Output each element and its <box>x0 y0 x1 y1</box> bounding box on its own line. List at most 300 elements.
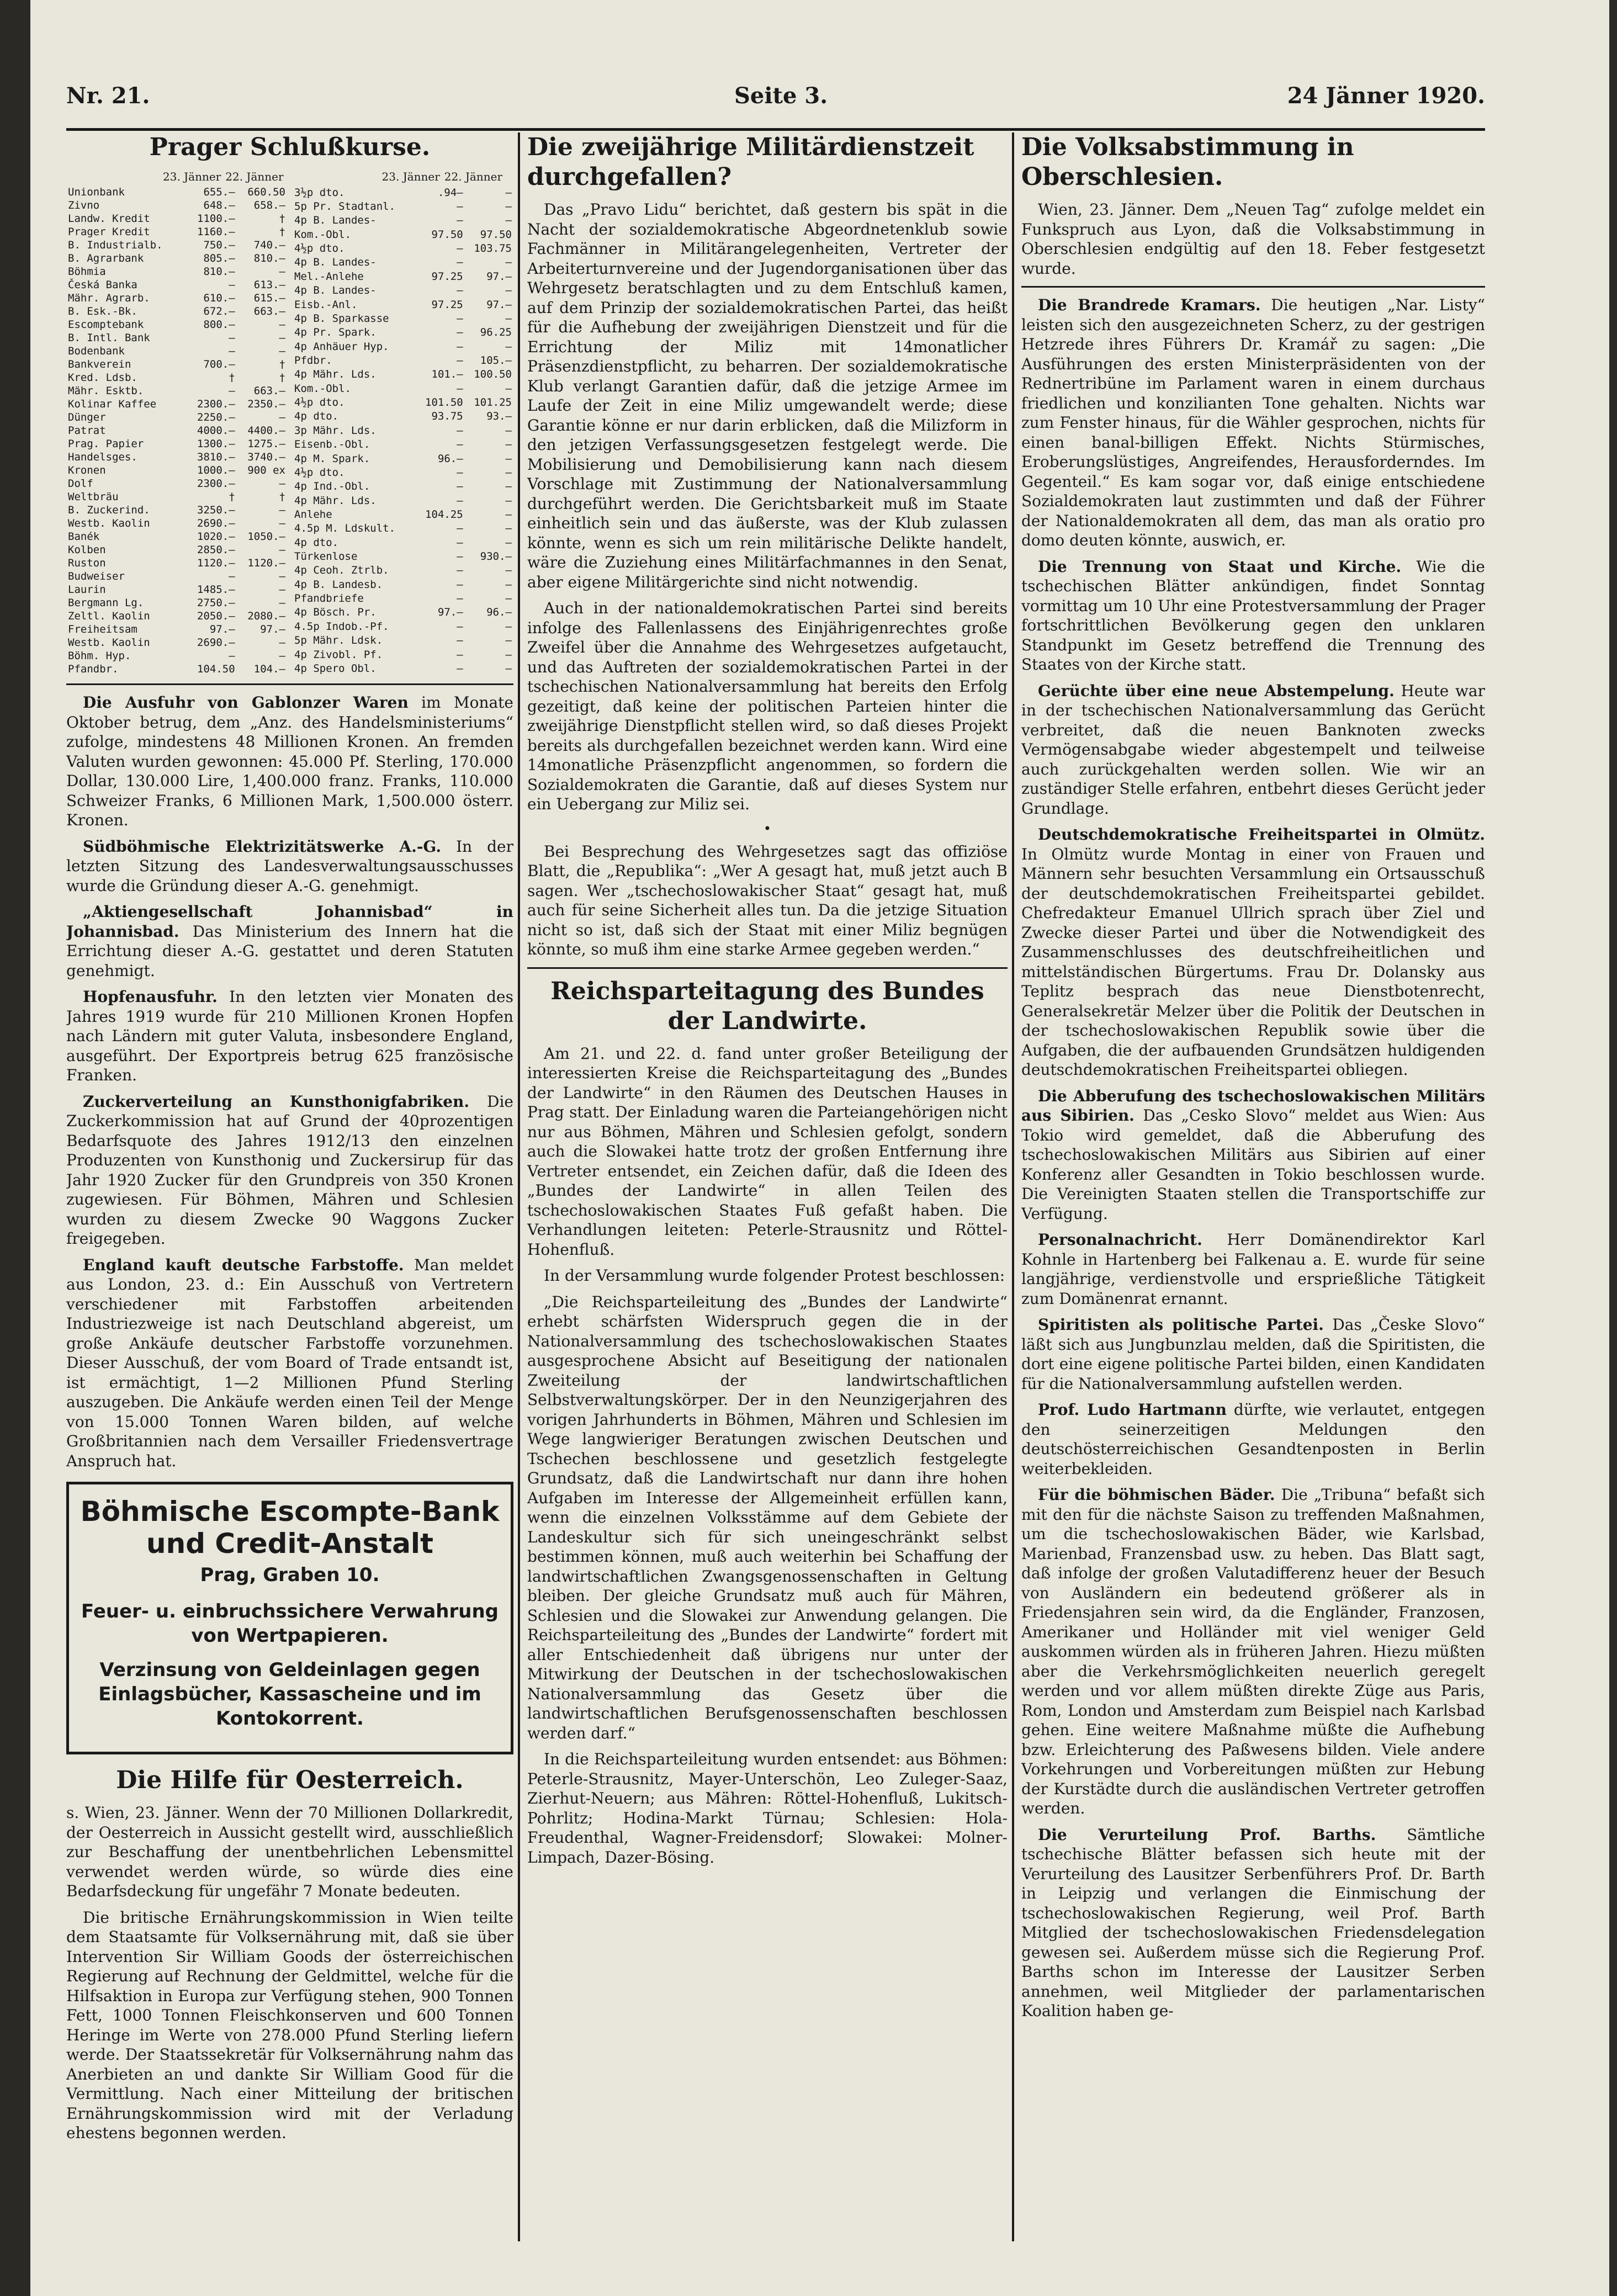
stock-row <box>66 503 287 517</box>
article-paragraph: Auch in der nationaldemokratischen Partei sind bereits infolge des Fallenlassens des Einjährigenrechtes große Zweifel über die Annahme des Wehrgesetzes aufgetaucht, und das Auftreten der sozialdemokratischen Partei in der tschechischen Nationalversammlung hat bereits den Erfolg gezeitigt, daß keine der politischen Parteien hinter die zweijährige Dienstpflicht stellen wird, so daß dieses Projekt bereits als durchgefallen bezeichnet werden kann. Wird eine 14monatliche Präsenzpflicht angenommen, so fordern die Sozialdemokraten die Garantie, daß auf dieses System nur ein Uebergang zur Miliz sei. <box>527 599 1008 813</box>
column-rule-1 <box>518 132 520 2241</box>
stock-name: 4p B. Landes- <box>294 256 377 269</box>
stock-row <box>66 662 287 676</box>
news-note <box>66 987 513 1085</box>
stock-quote: — <box>505 340 512 353</box>
stock-row <box>293 353 513 367</box>
stock-quote: 1020.— <box>197 531 235 543</box>
stock-name: 3p Mähr. Lds. <box>294 424 377 437</box>
stock-row <box>66 318 287 331</box>
stock-quote: — <box>505 312 512 325</box>
stock-quote: 1120.— <box>197 557 235 569</box>
stock-name: 4p Spero Obl. <box>294 662 377 675</box>
stock-name: B. Agrarbank <box>68 252 144 264</box>
article-title-military: Die zweijährige Militärdienstzeit durchgefallen? <box>527 133 974 191</box>
stock-row <box>66 556 287 570</box>
stock-quote: 97.— <box>209 623 235 635</box>
article-title-austria: Die Hilfe für Oesterreich. <box>116 1766 464 1794</box>
stocks-table-right <box>293 185 513 676</box>
stock-quote: — <box>457 578 463 591</box>
stock-quote: 100.50 <box>474 368 512 381</box>
note-text: Wie die tschechischen Blätter ankündigen, findet Sonntag vormittag um 10 Uhr eine Protestversammlung der Prager fortschrittlichen Bevölkerung gegen den unklaren Standpunkt im Gesetz betreffend die Trennung des Staates von der Kirche statt. <box>1021 557 1485 674</box>
stock-row <box>293 298 513 311</box>
stock-name: Kolinar Kaffee <box>68 398 157 410</box>
stock-quote: — <box>457 592 463 605</box>
stock-row <box>66 384 287 397</box>
note-text: Das „Česke Slovo“ läßt sich aus Jungbunzlau melden, daß die Spiritisten, die dort eine eigene politische Partei bilden, einen Kandidaten für die Nationalversammlung aufstellen werden. <box>1021 1316 1485 1393</box>
article-title-farmers: Reichsparteitagung des Bundes der Landwirte. <box>550 977 984 1035</box>
stock-row <box>66 623 287 636</box>
stock-name: Türkenlose <box>294 550 358 563</box>
news-note <box>1021 1315 1485 1393</box>
stock-quote: 2050.— <box>197 610 235 622</box>
stock-name: Böhm. Hyp. <box>68 650 131 662</box>
stock-quote: 810.— <box>253 252 285 264</box>
news-note <box>1021 1400 1485 1478</box>
stock-quote: — <box>505 466 512 479</box>
stock-row <box>293 326 513 340</box>
stock-name: 4p Zivobl. Pf. <box>294 648 383 661</box>
stock-row <box>293 452 513 465</box>
article-paragraph: In die Reichsparteileitung wurden entsendet: aus Böhmen: Peterle-Strausnitz, Mayer-Unterschön, Leo Zuleger-Saaz, Zierhut-Neuern; aus Mähren: Röttel-Hohenfluß, Lukitsch-Pohrlitz; Hodina-Markt Türnau; Schlesien: Hola-Freudenthal, Wagner-Freidensdorf; Slowakei: Molner-Limpach, Dazer-Bösing. <box>527 1750 1008 1867</box>
stock-name: 4p Anhäuer Hyp. <box>294 340 389 353</box>
stock-quote: — <box>505 522 512 535</box>
stock-quote: 97.25 <box>431 270 463 283</box>
stock-quote: 104.25 <box>425 508 463 521</box>
stock-quote: — <box>457 200 463 213</box>
stock-row <box>293 507 513 521</box>
separator <box>1021 286 1485 288</box>
stocks-col-head: 22. Jänner <box>225 170 284 183</box>
note-lead: Die Abberufung des tschechoslowakischen Militärs aus Sibirien. <box>1021 1086 1485 1125</box>
stocks-table <box>66 185 513 676</box>
stock-quote: — <box>457 340 463 353</box>
article-paragraph: Am 21. und 22. d. fand unter großer Beteiligung der interessierten Kreise die Reichsparteitagung des „Bundes der Landwirte“ in den Räumen des Deutschen Hauses in Prag statt. Der Einladung waren die Parteiangehörigen nicht nur aus Böhmen, Mähren und Schlesien gefolgt, sondern auch die Slowakei hatte trotz der großen Entfernung ihre Vertreter entsendet, ein Zeichen dafür, daß die Ideen des „Bundes der Landwirte“ in allen Teilen des tschechoslowakischen Staates Fuß gefaßt haben. Die Verhandlungen leiteten: Peterle-Strausnitz und Röttel-Hohenfluß. <box>527 1044 1008 1259</box>
stock-quote: † <box>279 358 285 370</box>
note-text: Die „Tribuna“ befaßt sich mit den für die nächste Saison zu treffenden Maßnahmen, um die tschechoslowakischen Bäder, wie Karlsbad, Marienbad, Franzensbad usw. zu heben. Das Blatt sagt, daß infolge der großen Valutadifferenz heuer der Besuch von Ausländern ein bedeutend größerer als in Friedensjahren sein wird, da die Engländer, Franzosen, Amerikaner und Holländer mit viel weniger Geld auskommen würden als in früheren Jahren. Hiezu müßten aber die Verkehrsmöglichkeiten neuerlich geregelt werden und vor allem müßten direkte Züge aus Paris, Rom, London und Amsterdam zum Beispiel nach Karlsbad gehen. Eine weitere Maßnahme müßte die Aufhebung bzw. Erleichterung des Paßwesens bilden. Viele andere Vorkehrungen und Vorbereitungen müßten zur Hebung der Kurstädte durch die ausländischen Vertreter getroffen werden. <box>1021 1486 1485 1817</box>
stock-quote: — <box>457 564 463 577</box>
stock-quote: 101.— <box>431 368 463 381</box>
note-text: im Monate Oktober betrug, dem „Anz. des Handelsministeriums“ zufolge, mindestens 48 Millionen Kronen. An fremden Valuten wurden gewonnen: 45.000 Pf. Sterling, 170.000 Dollar, 130.000 Lire, 1,400.000 franz. Franks, 110.000 Schweizer Franks, 6 Millionen Mark, 1,500.000 österr. Kronen. <box>66 693 513 829</box>
news-note <box>1021 1230 1485 1308</box>
issue-number: Nr. 21. <box>66 83 150 109</box>
stock-name: 4p B. Landesb. <box>294 578 383 591</box>
stock-name: 4½p dto. <box>294 396 345 409</box>
stock-name: Handelsges. <box>68 451 137 463</box>
stock-name: 5p Pr. Stadtanl. <box>294 200 396 213</box>
stock-row <box>66 477 287 490</box>
stock-quote: — <box>505 284 512 297</box>
stock-row <box>293 381 513 395</box>
stock-quote: — <box>505 480 512 493</box>
stock-quote: 800.— <box>203 319 235 331</box>
stock-quote: — <box>505 200 512 213</box>
note-text: In den letzten vier Monaten des Jahres 1919 wurde für 210 Millionen Kronen Hopfen nach Ländern mit guter Valuta, insbesondere England, ausgeführt. Der Exportpreis betrug 625 französische Franken. <box>66 988 513 1084</box>
ad-service-1: Feuer- u. einbruchssichere Verwahrung von Wertpapieren. <box>81 1600 499 1647</box>
stock-row <box>293 564 513 577</box>
note-text: Die Zuckerkommission hat auf Grund der 40prozentigen Bedarfsquote des Jahres 1912/13 den einzelnen Produzenten von Kunsthonig und Zuckersirup für das Jahr 1920 Zucker für den Grundpreis von 350 Kronen zugewiesen. Für Böhmen, Mähren und Schlesien wurden zu diesem Zwecke 90 Waggons Zucker freigegeben. <box>66 1092 513 1248</box>
stock-quote: — <box>505 494 512 507</box>
stock-quote: — <box>505 536 512 549</box>
stock-row <box>293 577 513 591</box>
stock-name: Pfandbriefe <box>294 592 364 605</box>
article-paragraph: Die britische Ernährungskommission in Wien teilte dem Staatsamte für Volksernährung mit, daß sie über Intervention Sir William Goods der österreichischen Regierung auf Rechnung der Geldmittel, welche für die Hilfsaktion in Europa zur Verfügung stehen, 900 Tonnen Fett, 1000 Tonnen Fleischkonserven und 600 Tonnen Heringe im Werte von 278.000 Pfund Sterling liefern werde. Der Staatssekretär für Volksernährung nahm das Anerbieten an und dankte Sir William Good für die Vermittlung. Nach einer Mitteilung der britischen Ernährungskommission wird mit der Verladung ehestens begonnen werden. <box>66 1908 513 2142</box>
stock-quote: 104.— <box>253 663 285 675</box>
stock-quote: 3250.— <box>197 504 235 516</box>
stock-quote: 663.— <box>253 385 285 397</box>
ad-bank-name-1: Böhmische Escompte-Bank <box>80 1496 500 1528</box>
stock-quote: — <box>505 424 512 437</box>
stock-row <box>293 549 513 563</box>
note-lead: England kauft deutsche Farbstoffe. <box>83 1255 404 1274</box>
stock-quote: — <box>505 438 512 451</box>
stock-quote: — <box>505 452 512 465</box>
stock-quote: — <box>279 597 285 609</box>
note-text: In der letzten Sitzung des Landesverwaltungsausschusses wurde die Gründung dieser A.-G. genehmigt. <box>66 837 513 895</box>
stock-quote: .94— <box>437 186 463 199</box>
stock-name: Zeltl. Kaolin <box>68 610 150 622</box>
stock-quote: 1050.— <box>247 531 285 543</box>
header-rule <box>66 128 1485 131</box>
stock-name: Anlehe <box>294 508 332 521</box>
stock-quote: — <box>505 620 512 633</box>
stock-name: Mel.-Anlehe <box>294 270 364 283</box>
stock-name: Weltbräu <box>68 491 119 503</box>
stock-quote: — <box>505 564 512 577</box>
note-text: Herr Domänendirektor Karl Kohnle in Hartenberg bei Falkenau a. E. wurde für seine langjährige, verdienstvolle und ersprießliche Tätigkeit zum Domänenrat ernannt. <box>1021 1231 1485 1308</box>
stock-row <box>293 284 513 298</box>
article-paragraph: Wien, 23. Jänner. Dem „Neuen Tag“ zufolge meldet ein Funkspruch aus Lyon, daß die Volksabstimmung in Oberschlesien endgültig auf den 18. Feber festgesetzt wurde. <box>1021 200 1485 278</box>
stock-quote: 2750.— <box>197 597 235 609</box>
stocks-col-head: 23. Jänner <box>163 170 221 183</box>
stock-quote: — <box>457 648 463 661</box>
note-lead: Gerüchte über eine neue Abstempelung. <box>1038 681 1395 700</box>
stock-quote: — <box>279 345 285 357</box>
stock-row <box>293 522 513 535</box>
stock-name: 4p Mähr. Lds. <box>294 368 377 381</box>
news-note <box>1021 1485 1485 1818</box>
stock-quote: — <box>229 279 235 291</box>
stock-name: Böhmia <box>68 266 106 278</box>
news-note <box>66 693 513 830</box>
stock-row <box>66 609 287 623</box>
stock-quote: 4000.— <box>197 425 235 437</box>
stock-row <box>66 649 287 662</box>
stock-row <box>293 340 513 353</box>
stock-quote: 805.— <box>203 252 235 264</box>
stock-quote: — <box>457 494 463 507</box>
stock-quote: † <box>279 226 285 238</box>
stock-quote: 1000.— <box>197 464 235 476</box>
stock-name: Zivno <box>68 199 100 211</box>
stock-name: Bodenbank <box>68 345 125 357</box>
stock-name: Dünger <box>68 411 106 423</box>
stock-quote: — <box>457 550 463 563</box>
stock-quote: 740.— <box>253 239 285 251</box>
stock-name: Kronen <box>68 464 106 476</box>
news-note <box>1021 1086 1485 1224</box>
stock-quote: 97.— <box>486 270 512 283</box>
stock-row <box>293 269 513 283</box>
article-paragraph: „Die Reichsparteileitung des „Bundes der Landwirte“ erhebt schärfsten Widerspruch gegen die in der Nationalversammlung des tschechoslowakischen Staates ausgesprochene Absicht auf Beseitigung der nationalen Zweiteilung der landwirtschaftlichen Selbstverwaltungskörper. Der in den Neunzigerjahren des vorigen Jahrhunderts in Böhmen, Mähren und Schlesien im Wege langwieriger Beratungen zwischen Deutschen und Tschechen beschlossene und gesetzlich festgelegte Grundsatz, daß die Landwirtschaft nur dann ihre hohen Aufgaben im Interesse der Allgemeinheit erfüllen kann, wenn die einzelnen Volksstämme auf dem Gebiete der Landeskultur sich für sich uneingeschränkt selbst bestimmen können, muß auch weiterhin bei Schaffung der landwirtschaftlichen Zwangsgenossenschaften in Geltung bleiben. Der gleiche Grundsatz muß auch für Mähren, Schlesien und die Slowakei zur Anwendung gelangen. Die Reichsparteileitung des „Bundes der Landwirte“ fordert mit aller Entschiedenheit daß übrigens nur unter der Mitwirkung der Deutschen in der tschechoslowakischen Nationalversammlung das Gesetz über die landwirtschaftlichen Berufsgenossenschaften beschlossen werden darf.“ <box>527 1292 1008 1742</box>
stock-name: Eisb.-Anl. <box>294 298 358 311</box>
stock-quote: — <box>457 634 463 647</box>
stock-quote: 610.— <box>203 292 235 304</box>
stock-quote: † <box>229 372 235 384</box>
stock-quote: — <box>229 385 235 397</box>
stock-name: Laurin <box>68 584 106 596</box>
stock-quote: — <box>279 570 285 582</box>
stock-quote: — <box>279 637 285 649</box>
stock-name: B. Intl. Bank <box>68 332 150 344</box>
news-note <box>1021 825 1485 1080</box>
stock-quote: — <box>279 266 285 278</box>
divider-dot: • <box>763 820 772 836</box>
stock-quote: — <box>229 345 235 357</box>
stock-name: Prager Kredit <box>68 226 150 238</box>
stock-quote: — <box>457 480 463 493</box>
stock-name: Kolben <box>68 544 106 556</box>
stock-row <box>293 185 513 199</box>
stock-row <box>66 636 287 649</box>
stock-quote: — <box>505 662 512 675</box>
note-text: Die heutigen „Nar. Listy“ leisten sich den ausgezeichneten Scherz, zu der gestrigen Hetzrede ihres Führers Dr. Kramář zu sagen: „Die Ausführungen des ersten Ministerpräsidenten von der Rednertribüne im Parlament waren in einem durchaus friedlichen und konzilianten Tone gehalten. Nichts war zum Fenster hinaus, für die Wähler gesprochen, nichts für einen banal-billigen Effekt. Nichts Stürmisches, Eroberungslüstiges, Angreifendes, Herausforderndes. Im Gegenteil.“ Es kam sogar vor, daß einige entschiedene Sozialdemokraten laut zustimmten und daß der Führer der Nationaldemokraten all dem, das man als oratio pro domo deuten könnte, auswich, er. <box>1021 296 1485 549</box>
stock-quote: 93.75 <box>431 410 463 423</box>
stock-quote: 96.25 <box>480 326 512 339</box>
stock-quote: 96.— <box>486 606 512 619</box>
stock-row <box>66 371 287 384</box>
stock-quote: 93.— <box>486 410 512 423</box>
note-lead: Prof. Ludo Hartmann <box>1038 1401 1227 1419</box>
scan-edge-right <box>1609 0 1617 2296</box>
stock-name: Westb. Kaolin <box>68 637 150 649</box>
page-header <box>66 77 1485 121</box>
stock-quote: — <box>457 326 463 339</box>
stock-quote: — <box>279 478 285 490</box>
stock-quote: — <box>505 578 512 591</box>
stock-quote: 4400.— <box>247 425 285 437</box>
stock-row <box>66 530 287 543</box>
stock-name: 5p Mähr. Ldsk. <box>294 634 383 647</box>
stock-quote: — <box>505 592 512 605</box>
stock-quote: † <box>229 491 235 503</box>
stock-quote: 648.— <box>203 199 235 211</box>
news-notes <box>1021 295 1485 2021</box>
stock-quote: — <box>505 634 512 647</box>
stock-name: 4p Bösch. Pr. <box>294 606 377 619</box>
note-lead: Die Verurteilung Prof. Barths. <box>1038 1825 1376 1844</box>
stock-name: 4p B. Landes- <box>294 214 377 227</box>
note-lead: Zuckerverteilung an Kunsthonigfabriken. <box>83 1092 470 1111</box>
note-text: Sämtliche tschechische Blätter befassen sich heute mit der Verurteilung des Lausitzer Serbenführers Prof. Dr. Barth in Leipzig und verlangen die Einmischung der tschechoslowakischen Regierung, weil Prof. Barth Mitglied der tschechoslowakischen Friedensdelegation gewesen sei. Außerdem müsse sich die Regierung Prof. Barths schon im Interesse der Lausitzer Serben annehmen, weil Mitglieder der parlamentarischen Koalition haben ge- <box>1021 1825 1485 2020</box>
note-text: Man meldet aus London, 23. d.: Ein Ausschuß von Vertretern verschiedener mit Farbstoffen arbeitenden Industriezweige ist nach Deutschland abgereist, um große Ankäufe deutscher Farbstoffe vorzunehmen. Dieser Ausschuß, der vom Board of Trade entsandt ist, ist ermächtigt, 1—2 Millionen Pfund Sterling auszugeben. Die Ankäufe werden einen Teil der Menge von 15.000 Tonnen Waren bilden, auf welche Großbritannien nach dem Versailler Friedensvertrage Anspruch hat. <box>66 1255 513 1470</box>
stock-row <box>293 410 513 423</box>
stock-quote: 672.— <box>203 305 235 317</box>
stock-quote: — <box>457 382 463 395</box>
stock-quote: — <box>229 650 235 662</box>
stock-quote: 97.— <box>260 623 285 635</box>
note-lead: Hopfenausfuhr. <box>83 988 218 1006</box>
stock-row <box>293 465 513 479</box>
stock-row <box>66 596 287 609</box>
stock-name: Banék <box>68 531 100 543</box>
stock-quote: 1100.— <box>197 213 235 225</box>
column-right <box>1021 132 1485 2241</box>
stock-row <box>66 225 287 238</box>
scan-edge-left <box>0 0 30 2296</box>
column-left <box>66 132 513 2241</box>
stock-name: Pfdbr. <box>294 354 332 367</box>
stock-name: 4½p dto. <box>294 242 345 255</box>
news-note <box>1021 557 1485 675</box>
stock-quote: 101.50 <box>425 396 463 409</box>
stock-quote: 750.— <box>203 239 235 251</box>
stock-row <box>66 583 287 596</box>
stock-row <box>293 591 513 605</box>
article-paragraph: In der Versammlung wurde folgender Protest beschlossen: <box>544 1266 1005 1285</box>
stock-row <box>66 490 287 503</box>
stock-quote: 97.— <box>437 606 463 619</box>
note-lead: Deutschdemokratische Freiheitspartei in Olmütz. <box>1038 825 1485 844</box>
stock-row <box>66 291 287 305</box>
stock-quote: 930.— <box>480 550 512 563</box>
stock-quote: — <box>505 648 512 661</box>
stock-quote: — <box>279 584 285 596</box>
note-lead: Südböhmische Elektrizitätswerke A.-G. <box>83 837 442 856</box>
stocks-column-heads <box>66 170 513 183</box>
article-paragraph: Das „Pravo Lidu“ berichtet, daß gestern bis spät in die Nacht der sozialdemokratische Abgeordnetenklub sowie Fachmänner in Militärangelegenheiten, Vertreter der Arbeiterturnvereine und der Jugendorganisationen über das Wehrgesetz beratschlagten und zu dem Entschluß kamen, auf dem Prinzip der sozialdemokratischen Partei, das heißt für die Aufhebung der zweijährigen Dienstzeit und für die Errichtung der Miliz mit 14monatlicher Präsenzdienstpflicht, zu beharren. Der sozialdemokratische Klub verlangt Garantien dafür, daß die jetzige Armee im Laufe der Zeit in eine Miliz umgewandelt werde; diese Garantie könne er nur darin erblicken, daß die Milizform in den jetzigen Verfassungsgesetzen festgelegt werde. Die Mobilisierung und Demobilisierung kann nach diesem Vorschlage mit Zustimmung der Nationalversammlung durchgeführt werden. Die Gerichtsbarkeit muß im Staate einheitlich sein und das äußerste, was der Klub zulassen könnte, wenn es sich um rein militärische Delikte handelt, wäre die Zuziehung eines Militärfachmannes in den Senat, aber eigene Militärgerichte sind nicht notwendig. <box>527 200 1008 591</box>
stock-name: 3½p dto. <box>294 186 345 199</box>
stock-quote: 1485.— <box>197 584 235 596</box>
stock-quote: — <box>457 620 463 633</box>
stock-row <box>293 256 513 269</box>
stock-quote: 613.— <box>253 279 285 291</box>
stock-name: 4p B. Sparkasse <box>294 312 389 325</box>
stock-quote: — <box>229 332 235 344</box>
stock-row <box>66 212 287 225</box>
stock-name: 4½p dto. <box>294 466 345 479</box>
stock-quote: — <box>279 650 285 662</box>
stock-quote: 105.— <box>480 354 512 367</box>
stocks-title: Prager Schlußkurse. <box>149 133 431 161</box>
news-note <box>66 1255 513 1471</box>
page-number: Seite 3. <box>734 83 828 109</box>
stock-row <box>293 199 513 213</box>
news-note <box>66 902 513 980</box>
stock-quote: — <box>457 466 463 479</box>
stock-row <box>66 344 287 358</box>
stock-row <box>293 395 513 409</box>
stock-quote: 658.— <box>253 199 285 211</box>
stock-name: Dolf <box>68 478 93 490</box>
stock-quote: 1300.— <box>197 438 235 450</box>
stock-quote: 663.— <box>253 305 285 317</box>
stock-row <box>66 252 287 265</box>
stock-quote: 700.— <box>203 358 235 370</box>
stock-name: 4p B. Landes- <box>294 284 377 297</box>
stock-row <box>293 619 513 633</box>
stock-row <box>293 494 513 507</box>
stock-name: Kred. Ldsb. <box>68 372 137 384</box>
stock-row <box>293 634 513 648</box>
stock-name: Kom.-Obl. <box>294 228 351 241</box>
stock-name: Unionbank <box>68 186 125 198</box>
stock-quote: 655.— <box>203 186 235 198</box>
stock-row <box>66 199 287 212</box>
stock-name: 4p Ind.-Obl. <box>294 480 370 493</box>
stock-row <box>66 411 287 424</box>
separator <box>527 967 1008 969</box>
stock-quote: — <box>457 242 463 255</box>
stock-name: Česká Banka <box>68 279 137 291</box>
stock-row <box>66 278 287 291</box>
stock-row <box>293 423 513 437</box>
stock-name: Prag. Papier <box>68 438 144 450</box>
stock-quote: 2300.— <box>197 478 235 490</box>
stock-quote: 97.25 <box>431 298 463 311</box>
stock-name: 4.5p Indob.-Pf. <box>294 620 389 633</box>
stock-row <box>293 311 513 325</box>
stock-quote: — <box>457 214 463 227</box>
stock-quote: 2080.— <box>247 610 285 622</box>
stock-quote: 97.50 <box>431 228 463 241</box>
stock-quote: — <box>505 508 512 521</box>
stock-quote: — <box>457 284 463 297</box>
news-note <box>66 1092 513 1249</box>
stock-name: B. Esk.-Bk. <box>68 305 137 317</box>
stock-row <box>66 238 287 252</box>
article-paragraph: s. Wien, 23. Jänner. Wenn der 70 Millionen Dollarkredit, der Oesterreich in Aussicht gestellt wird, ausschließlich zur Beschaffung der unentbehrlichen Lebensmittel verwendet werden würde, so würde dies eine Bedarfsdeckung für ungefähr 7 Monate bedeuten. <box>66 1804 513 1900</box>
stock-row <box>293 480 513 494</box>
stock-name: Pfandbr. <box>68 663 119 675</box>
news-note <box>66 837 513 896</box>
stock-quote: † <box>279 491 285 503</box>
separator <box>66 683 513 685</box>
note-text: Das Ministerium des Innern hat die Errichtung dieser A.-G. gestattet und deren Statuten genehmigt. <box>66 922 513 980</box>
stock-name: Ruston <box>68 557 106 569</box>
stock-quote: 660.50 <box>247 186 285 198</box>
stock-row <box>66 305 287 318</box>
stock-quote: 615.— <box>253 292 285 304</box>
stock-row <box>66 397 287 411</box>
stock-row <box>66 185 287 199</box>
stock-quote: 3740.— <box>247 451 285 463</box>
stock-quote: — <box>505 382 512 395</box>
article-paragraph: Bei Besprechung des Wehrgesetzes sagt das offiziöse Blatt, die „Republika“: „Wer A gesagt hat, muß jetzt auch B sagen. Wer „tschechoslowakischer Staat“ gesagt hat, muß auch für seine Sicherheit alles tun. Da die jetzige Situation nicht so ist, daß sich der Staat mit einer Miliz begnügen könnte, so muß ihm eine starke Armee gegeben werden.“ <box>527 842 1008 958</box>
stock-name: 4p M. Spark. <box>294 452 370 465</box>
stock-quote: 900 ex <box>247 464 285 476</box>
stock-name: Kom.-Obl. <box>294 382 351 395</box>
stock-quote: — <box>457 522 463 535</box>
stock-row <box>293 241 513 255</box>
stock-row <box>293 661 513 676</box>
economic-notes <box>66 693 513 1471</box>
stock-quote: — <box>457 354 463 367</box>
stock-row <box>66 437 287 450</box>
stock-quote: 2250.— <box>197 411 235 423</box>
bank-advertisement <box>66 1482 513 1754</box>
stock-quote: 810.— <box>203 266 235 278</box>
stock-quote: — <box>457 256 463 269</box>
ad-bank-name-2: und Credit-Anstalt <box>146 1528 433 1560</box>
stock-quote: — <box>279 411 285 423</box>
note-text: Das „Cesko Slovo“ meldet aus Wien: Aus Tokio wird gemeldet, daß die Abberufung des tschechoslowakischen Militärs aus Sibirien auf einer Konferenz aller Gesandten in Tokio beschlossen wurde. Die Vereinigten Staaten stellen die Transportschiffe zur Verfügung. <box>1021 1106 1485 1223</box>
note-lead: Personalnachricht. <box>1038 1231 1202 1249</box>
note-lead: Die Brandrede Kramars. <box>1038 296 1261 314</box>
stock-row <box>293 648 513 661</box>
stock-quote: — <box>279 332 285 344</box>
stock-name: Freiheitsam <box>68 623 137 635</box>
